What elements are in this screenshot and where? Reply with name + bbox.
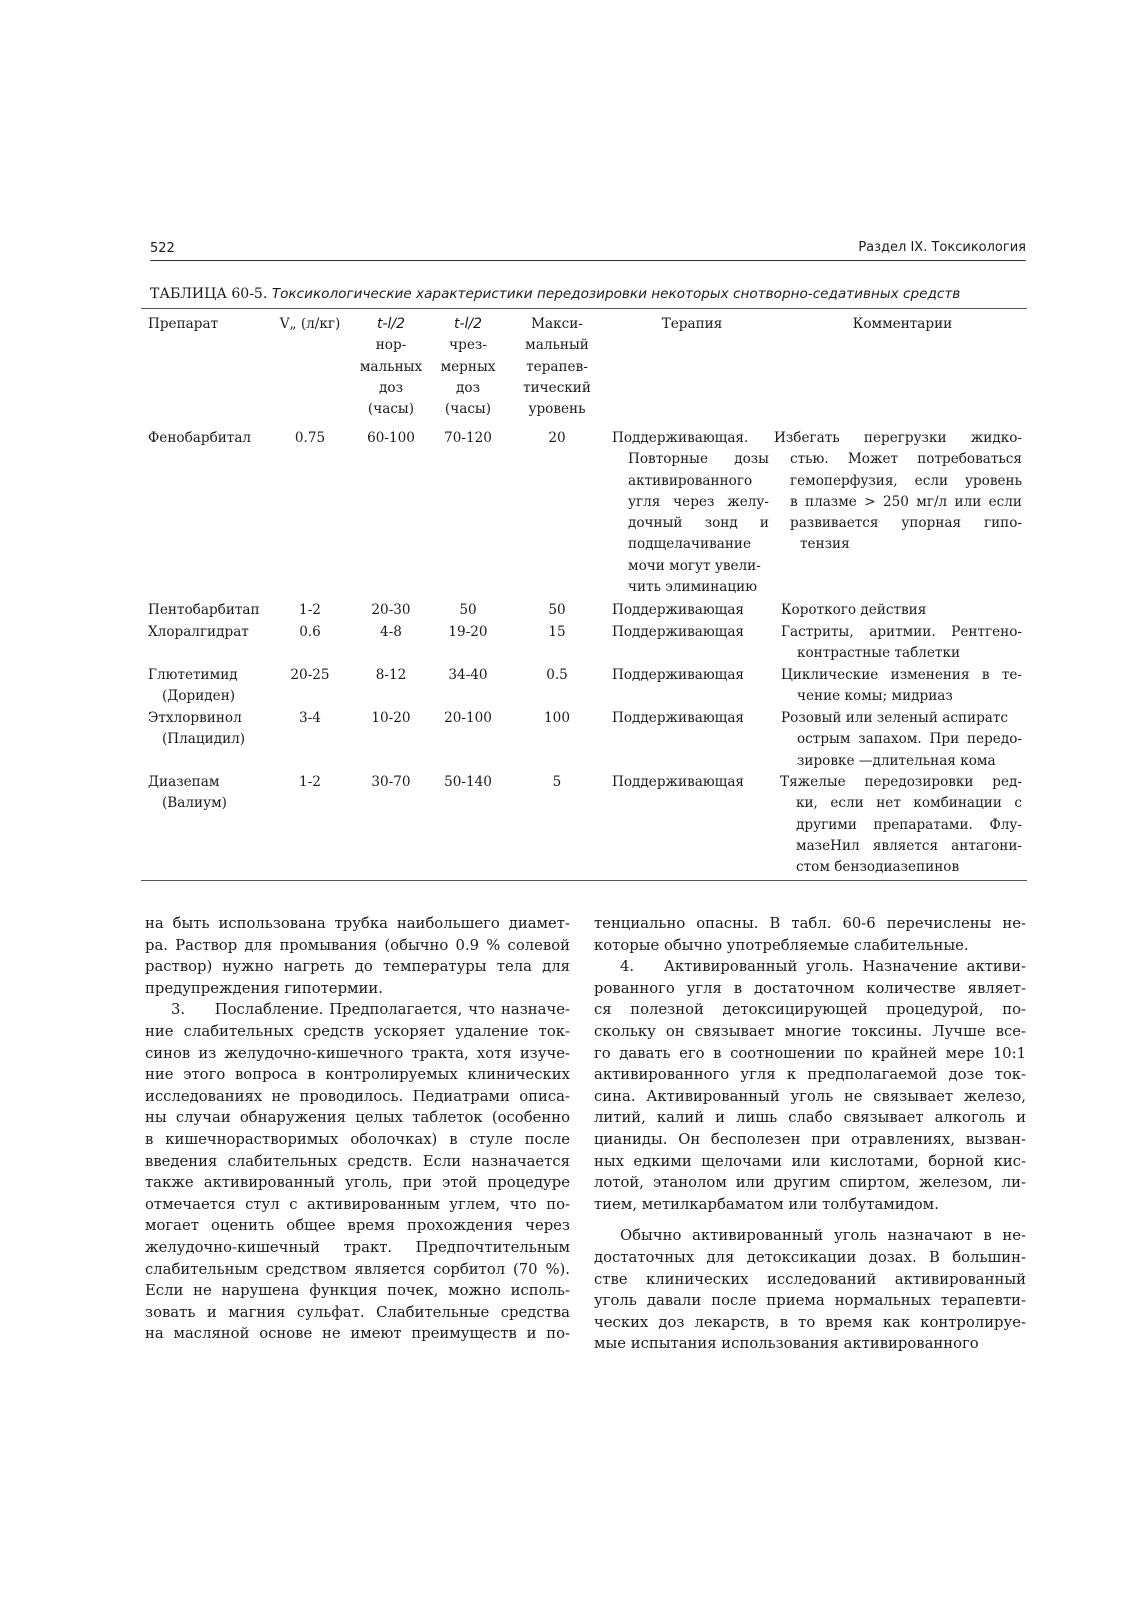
drug-brand-name: (Дориден) <box>162 688 236 705</box>
table-row-drug <box>148 600 260 621</box>
therapy-line: активированного <box>628 472 753 489</box>
table-cell-t-over: 50-140 <box>444 774 492 790</box>
body-column-left <box>145 913 570 1345</box>
table-cell-vd: 0.75 <box>294 430 326 446</box>
table-cell-vd: 1-2 <box>299 602 321 618</box>
therapy-line: Поддерживающая <box>612 624 745 640</box>
col-header-t-over <box>432 314 504 420</box>
col-header-max-level-line: терапев- <box>526 358 588 375</box>
text-line: ра. Раствор для промывания (обычно 0.9 % солевой <box>145 936 570 954</box>
text-line: предупреждения гипотермии. <box>145 979 383 997</box>
comment-line: чение комы; мидриаз <box>797 688 953 705</box>
col-header-max-level <box>512 314 602 420</box>
table-caption-title: Токсикологические характеристики передозировки некоторых снотворно-седативных средств <box>271 286 961 302</box>
text-line: желудочно-кишечный тракт. Предпочтительным <box>145 1238 570 1256</box>
therapy-line: Повторные дозы <box>628 451 769 468</box>
page-number: 522 <box>150 241 175 256</box>
table-cell-comments <box>781 600 1022 621</box>
col-header-t-normal-line: (часы) <box>367 401 415 418</box>
text-line: 4. Активированный уголь. Назначение активи- <box>620 958 1026 976</box>
drug-name: Глютетимид <box>148 667 238 683</box>
comment-line: стом бензодиазепинов <box>796 859 960 876</box>
text-line: ческих доз лекарств, в то время как контролируе- <box>594 1313 1026 1331</box>
text-line: литий, калий и лишь слабо связывает алкоголь и <box>594 1109 1026 1127</box>
table-cell-t-over: 20-100 <box>444 710 492 726</box>
text-line: Если не нарушена функция почек, можно исполь- <box>145 1282 570 1300</box>
table-cell-vd: 1-2 <box>299 774 321 790</box>
text-line: которые обычно употребляемые слабительные. <box>594 936 969 954</box>
body-column-right <box>594 913 1026 1355</box>
col-header-t-over-line: t-l/2 <box>453 316 483 332</box>
paragraph <box>594 1225 1026 1355</box>
table-cell-t-normal: 60-100 <box>367 430 415 446</box>
table-cell-max-level: 0.5 <box>546 667 568 683</box>
table-caption <box>150 286 1030 302</box>
comment-line: гемоперфузия, если уровень <box>790 472 1022 489</box>
text-line: слабительным средством является сорбитол (70 %). <box>145 1260 570 1278</box>
comment-line: Короткого действия <box>781 602 927 618</box>
text-line: зовать и магния сульфат. Слабительные средства <box>145 1303 570 1321</box>
table-cell-t-over: 70-120 <box>444 430 492 446</box>
comment-line: ки, если нет комбинации с <box>796 795 1022 812</box>
drug-name: Этхлорвинол <box>148 710 242 726</box>
table-row-drug <box>148 708 245 751</box>
text-line: на масляной основе не имеют преимуществ и по- <box>145 1325 570 1343</box>
drug-name: Фенобарбитал <box>148 430 252 446</box>
comment-line: Розовый или зеленый аспиратс <box>781 710 1009 726</box>
text-line: мые испытания использования активированного <box>594 1335 979 1353</box>
comment-line: Тяжелые передозировки ред- <box>780 774 1022 790</box>
table-cell-t-normal: 4-8 <box>380 624 402 640</box>
drug-name: Диазепам <box>148 774 220 790</box>
drug-name: Пентобарбитап <box>148 602 260 618</box>
comment-line: другими препаратами. Флу- <box>796 816 1022 833</box>
table-cell-max-level: 5 <box>552 774 562 790</box>
col-header-max-level-line: уровень <box>528 401 586 418</box>
col-header-drug: Препарат <box>148 316 219 332</box>
table-cell-therapy <box>612 665 744 686</box>
text-line: ны случаи обнаружения целых таблеток (особенно <box>145 1109 570 1127</box>
text-line: лотой, этанолом или другим спиртом, железом, ли- <box>594 1174 1026 1192</box>
table-cell-t-over: 34-40 <box>448 667 488 683</box>
comment-line: тензия <box>800 536 850 553</box>
text-line: могает оценить общее время прохождения через <box>145 1217 570 1235</box>
comment-line: в плазме > 250 мг/л или если <box>790 493 1022 510</box>
paragraph <box>145 999 570 1345</box>
text-line: также активированный уголь, при этой процедуре <box>145 1174 570 1192</box>
table-cell-comments <box>781 665 1022 708</box>
therapy-line: Поддерживающая <box>612 774 745 790</box>
table-cell-t-normal: 20-30 <box>371 602 411 618</box>
text-line: синов из желудочно-кишечного тракта, хотя изуче- <box>145 1044 570 1062</box>
therapy-line: угля через желу- <box>628 493 769 510</box>
therapy-line: дочный зонд и <box>628 515 769 532</box>
table-cell-therapy <box>612 428 769 598</box>
paragraph <box>594 913 1026 956</box>
col-header-comments: Комментарии <box>852 316 953 332</box>
text-line: уголь давали после приема нормальных терапевти- <box>594 1292 1026 1310</box>
col-header-t-normal-line: мальных <box>359 358 423 375</box>
text-line: тием, метилкарбаматом или толбутамидом. <box>594 1195 939 1213</box>
table-bottom-rule <box>141 880 1027 881</box>
text-line: скольку он связывает многие токсины. Лучше все- <box>594 1022 1026 1040</box>
table-cell-max-level: 15 <box>548 624 566 640</box>
table-cell-t-over: 19-20 <box>448 624 488 640</box>
table-cell-therapy <box>612 708 744 729</box>
table-row-drug <box>148 772 227 815</box>
therapy-line: подщелачивание <box>628 536 752 553</box>
table-cell-comments <box>781 708 1022 772</box>
text-line: в кишечнорастворимых оболочках) в стуле после <box>145 1130 570 1148</box>
comment-line: Избегать перегрузки жидко- <box>774 430 1022 446</box>
text-line: го давать его в соотношении по крайней мере 10:1 <box>594 1044 1026 1062</box>
therapy-line: Поддерживающая <box>612 710 745 726</box>
table-cell-therapy <box>612 772 744 793</box>
section-title: Раздел IX. Токсикология <box>858 240 1026 255</box>
table-cell-vd: 3-4 <box>299 710 321 726</box>
text-line: ние слабительных средств ускоряет удаление ток- <box>145 1022 570 1040</box>
col-header-t-normal-line: t-l/2 <box>376 316 406 332</box>
col-header-t-normal-line: нор- <box>375 337 407 354</box>
text-line: раствор) нужно нагреть до температуры тела для <box>145 958 570 976</box>
col-header-t-over-line: (часы) <box>444 401 492 418</box>
text-line: достаточных для детоксикации дозах. В большин- <box>594 1248 1026 1266</box>
table-cell-vd: 20-25 <box>290 667 330 683</box>
text-line: активированного угля к предполагаемой дозе ток- <box>594 1066 1026 1084</box>
comment-line: Циклические изменения в те- <box>781 667 1022 683</box>
col-header-vd: V„ (л/кг) <box>279 316 341 332</box>
therapy-line: Поддерживающая <box>612 602 745 618</box>
text-line: цианиды. Он бесполезен при отравлениях, вызван- <box>594 1130 1026 1148</box>
drug-name: Хлоралгидрат <box>148 624 249 640</box>
table-caption-label: ТАБЛИЦА 60-5. <box>150 286 268 302</box>
text-line: стве клинических исследований активированный <box>594 1270 1026 1288</box>
therapy-line: чить элиминацию <box>628 579 758 596</box>
table-cell-comments <box>781 622 1022 665</box>
table-cell-t-normal: 8-12 <box>375 667 407 683</box>
table-row-drug <box>148 428 251 449</box>
table-cell-t-over: 50 <box>459 602 477 618</box>
therapy-line: Поддерживающая. <box>612 430 749 446</box>
table-cell-comments <box>774 428 1022 556</box>
col-header-max-level-line: мальный <box>525 337 589 354</box>
table-cell-max-level: 20 <box>548 430 566 446</box>
comment-line: Гастриты, аритмии. Рентгено- <box>781 624 1022 640</box>
drug-brand-name: (Плацидил) <box>162 731 246 748</box>
table-top-rule <box>141 308 1027 309</box>
table-cell-t-normal: 10-20 <box>371 710 411 726</box>
table-cell-comments <box>780 772 1022 878</box>
drug-brand-name: (Валиум) <box>162 795 227 812</box>
text-line: на быть использована трубка наибольшего диамет- <box>145 915 570 932</box>
table-cell-t-normal: 30-70 <box>371 774 411 790</box>
col-header-max-level-line: тический <box>523 379 591 396</box>
comment-line: зировке —длительная кома <box>797 752 996 769</box>
text-line: Обычно активированный уголь назначают в не- <box>620 1227 1026 1245</box>
comment-line: стью. Может потребоваться <box>790 451 1022 468</box>
col-header-max-level-line: Макси- <box>531 316 583 332</box>
text-line: 3. Послабление. Предполагается, что назначе- <box>171 1001 570 1019</box>
col-header-t-normal <box>355 314 427 420</box>
text-line: тенциально опасны. В табл. 60-6 перечислены не- <box>594 915 1026 932</box>
text-line: ся полезной детоксицирующей процедурой, по- <box>594 1001 1026 1019</box>
table-cell-therapy <box>612 622 744 643</box>
table-cell-therapy <box>612 600 744 621</box>
col-header-t-over-line: доз <box>456 379 480 396</box>
comment-line: контрастные таблетки <box>797 645 961 662</box>
comment-line: острым запахом. При передо- <box>797 731 1022 748</box>
text-line: сина. Активированный уголь не связывает железо, <box>594 1087 1026 1105</box>
text-line: введения слабительных средств. Если назначается <box>145 1152 570 1170</box>
comment-line: развивается упорная гипо- <box>790 515 1022 532</box>
table-row-drug <box>148 665 238 708</box>
therapy-line: мочи могут увели- <box>628 557 761 574</box>
comment-line: мазеНил является антагони- <box>796 837 1022 854</box>
table-row-drug <box>148 622 249 643</box>
paragraph <box>145 913 570 999</box>
text-line: исследованиях не проводилось. Педиатрами описа- <box>145 1087 570 1105</box>
text-line: ние этого вопроса в контролируемых клинических <box>145 1066 570 1084</box>
col-header-t-over-line: мерных <box>440 358 496 375</box>
text-line: отмечается стул с активированным углем, что по- <box>145 1195 570 1213</box>
col-header-t-normal-line: доз <box>379 379 403 396</box>
table-cell-max-level: 100 <box>544 710 570 726</box>
col-header-therapy: Терапия <box>661 316 723 332</box>
paragraph <box>594 956 1026 1215</box>
text-line: рованного угля в достаточном количестве являет- <box>594 979 1026 997</box>
col-header-t-over-line: чрез- <box>449 337 487 354</box>
running-header <box>150 240 1026 261</box>
table-cell-vd: 0.6 <box>299 624 321 640</box>
table-cell-max-level: 50 <box>548 602 566 618</box>
text-line: ных едкими щелочами или кислотами, борной кис- <box>594 1152 1026 1170</box>
therapy-line: Поддерживающая <box>612 667 745 683</box>
